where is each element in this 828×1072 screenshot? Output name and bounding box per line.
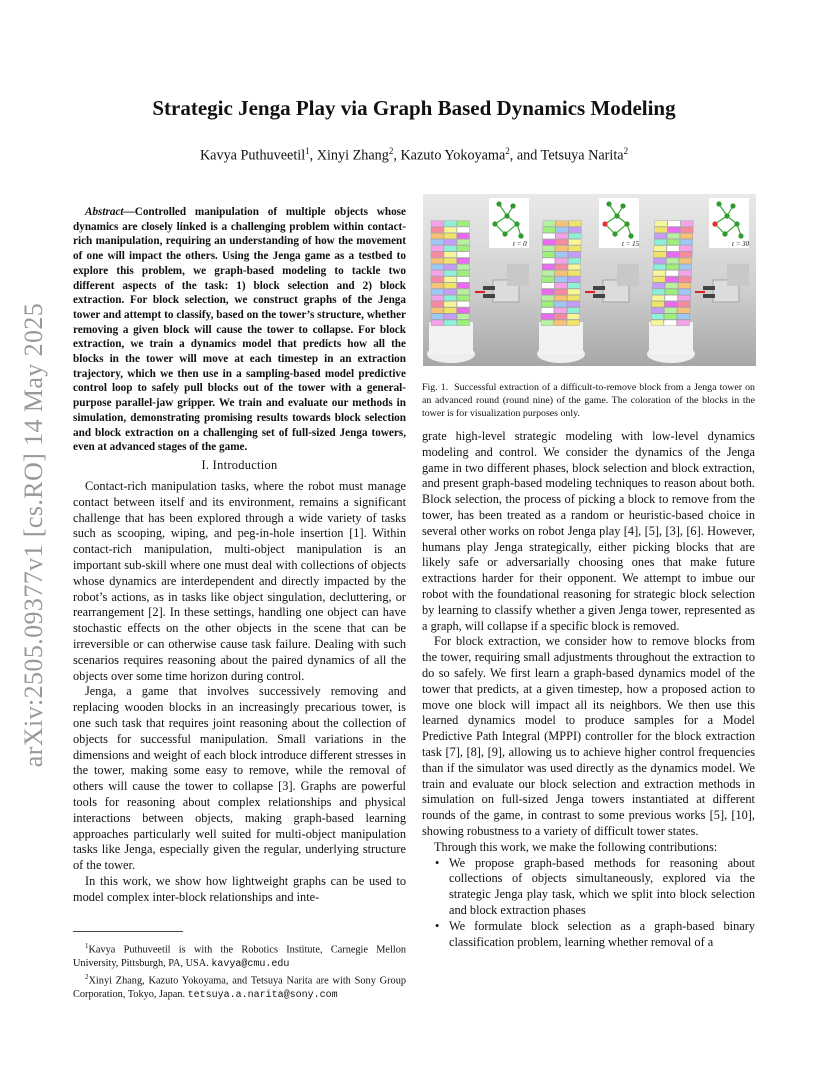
caption-text: Successful extraction of a difficult-to-remove block from a Jenga tower on an advanced round (round nine) of the game. The coloration of the blocks in the tower is for visualization purposes only. xyxy=(422,382,755,419)
footnote-divider xyxy=(73,931,183,932)
paragraph: Jenga, a game that involves successively removing and replacing wooden blocks in an increasingly precarious tower, is one such task that requires joint reasoning about the collection of objects for successful manipulation. Small variations in the dimensions and weight of each block introduce different stresses in the tower, making some easy to remove, while the removal of others will cause the tower to collapse [3]. Graphs are powerful tools for reasoning about complex relationships and physical interactions between objects, making graph-based learning approaches particularly well suited for multi-object manipulation tasks like Jenga, especially given the regular, underlying structure of the tower. xyxy=(73,684,406,873)
author-affiliation: 2 xyxy=(623,146,629,156)
timestep-label: t = 30 xyxy=(732,240,750,248)
list-item: • We propose graph-based methods for reasoning about collections of objects simultaneously, explored via the strategic Jenga play task, which we split into block selection and block extraction phases xyxy=(422,856,755,919)
author-affiliation: 1 xyxy=(305,146,310,156)
author-list: Kavya Puthuveetil$^1$, Xinyi Zhang$^2$, Kazuto Yokoyama$^2$, and Tetsuya Narita$^2$ xyxy=(199,146,629,164)
abstract-label: Abstract xyxy=(85,206,124,218)
list-item: • We formulate block selection as a graph-based binary classification problem, learning whether removal of a xyxy=(422,919,755,951)
footnote-marker: 1 xyxy=(85,942,89,950)
footnote-text: Xinyi Zhang, Kazuto Yokoyama, and Tetsuya Narita are with Sony Group Corporation, Tokyo, Japan. xyxy=(73,975,406,1001)
footnote xyxy=(73,940,406,971)
author-name: Xinyi Zhang xyxy=(316,147,389,164)
timestep-label: t = 0 xyxy=(513,240,527,248)
author-affiliation: 2 xyxy=(388,146,394,156)
author-name: Kazuto Yokoyama xyxy=(400,147,506,164)
abstract: Abstract—Controlled manipulation of multiple objects whose dynamics are closely linked is a challenging problem within contact-rich manipulation, requiring an understanding of how the movement of one will impact the others. Using the Jenga game as a testbed to explore this problem, we graph-based modeling to tackle two different aspects of the task: 1) block selection and 2) block extraction. For block selection, we construct graphs of the Jenga tower and attempt to classify, based on the tower’s structure, whether removing a given block will cause the tower to collapse. For block extraction, we train a dynamics model that predicts how all the blocks in the tower will move at each timestep in an extraction trajectory, which we then use in a sampling-based model predictive control loop to safely pull blocks out of the tower with a general-purpose parallel-jaw gripper. We train and evaluate our methods in simulation, demonstrating promising results towards block selection and block extraction on a challenging set of full-sized Jenga towers, even at advanced stages of the game. xyxy=(73,206,406,454)
footnotes xyxy=(73,940,406,1002)
caption-label: Fig. 1. xyxy=(422,382,449,393)
left-column-body xyxy=(73,479,406,906)
author-name: Tetsuya Narita xyxy=(540,147,624,164)
right-column-body xyxy=(422,429,755,950)
footnote xyxy=(73,971,406,1002)
footnote-email: kavya@cmu.edu xyxy=(211,958,290,970)
paragraph: For block extraction, we consider how to remove blocks from the tower, requiring small adjustments throughout the extraction to do so safely. We first learn a graph-based dynamics model of the tower that predicts, at a given timestep, how a proposed action to move one block will impact all its neighbors. We then use this learned dynamics model to produce samples for a Model Predictive Path Integral (MPPI) controller for the block extraction task [7], [8], [9], allowing us to achieve higher control frequencies than if the simulator was used directly as the dynamics model. We train and evaluate our block selection and extraction methods in simulation on full-sized Jenga towers instantiated at different rounds of the game, in contrast to some previous works [5], [10], showing robustness to a variety of difficult tower states. xyxy=(422,634,755,838)
paragraph: Contact-rich manipulation tasks, where the robot must manage contact between itself and its environment, remains a significant challenge that has been explored through a wide variety of tasks such as scooping, wiping, and peg-in-hole insertion [1]. Within contact-rich manipulation, multi-object manipulation is an important sub-skill where one must deal with collections of objects whose dynamics are interdependent and directly impacted by the robot’s actions, as in tasks like object singulation, decluttering, or rearrangement [2]. In these settings, handling one object can have stochastic effects on the other objects in the scene that can be irreversible or can otherwise cause task failure. Dealing with such scenarios requires reasoning about the paired dynamics of all the objects over some time horizon during control. xyxy=(73,479,406,683)
footnote-text: Kavya Puthuveetil is with the Robotics Institute, Carnegie Mellon University, Pittsburgh, PA, USA. xyxy=(73,944,406,969)
contributions-list xyxy=(422,856,755,951)
paragraph: Through this work, we make the following contributions: xyxy=(434,839,718,854)
paper-title: Strategic Jenga Play via Graph Based Dynamics Modeling xyxy=(152,96,676,120)
timestep-label: t = 15 xyxy=(622,240,640,248)
author-affiliation: 2 xyxy=(505,146,510,156)
paragraph: grate high-level strategic modeling with low-level dynamics modeling and control. We consider the dynamics of the Jenga game in two different phases, block selection and block extraction, and present graph-based modeling techniques to reason about both. Block selection, the process of picking a block to remove from the tower, has been treated as a random or heuristic-based choice in several other works on robot Jenga play [4], [5], [3], [6]. However, humans play Jenga strategically, either picking blocks that are likely safe or adversarially choosing ones that make future extractions harder for their opponent. We attempt to imbue our robot with the foundational reasoning for strategic block selection by learning to classify whether a given Jenga tower, represented as a graph, will collapse if a specific block is removed. xyxy=(422,429,755,633)
footnote-marker: 2 xyxy=(85,973,89,982)
arxiv-sidebar-stamp xyxy=(14,300,54,770)
footnote-email: tetsuya.a.narita@sony.com xyxy=(187,990,338,1002)
paragraph: In this work, we show how lightweight graphs can be used to model complex inter-block relationships and inte- xyxy=(73,873,406,904)
section-heading-introduction: I. Introduction xyxy=(201,458,278,472)
abstract-text: Controlled manipulation of multiple objects whose dynamics are closely linked is a challenging problem within contact-rich manipulation, requiring an understanding of how the movement of one will impact the others. Using the Jenga game as a testbed to explore this problem, we graph-based modeling to tackle two different aspects of the task: 1) block selection and 2) block extraction. For block selection, we construct graphs of the Jenga tower and attempt to classify, based on the tower’s structure, whether removing a given block will cause the tower to collapse. For block extraction, we train a dynamics model that predicts how all the blocks in the tower will move at each timestep in an extraction trajectory, which we then use in a sampling-based model predictive control loop to safely pull blocks out of the tower with a general-purpose parallel-jaw gripper. We train and evaluate our methods in simulation, demonstrating promising results towards block selection and block extraction on a challenging set of full-sized Jenga towers, even at advanced stages of the game. xyxy=(73,206,406,454)
figure-jenga-extraction xyxy=(423,194,756,366)
arxiv-identifier: arXiv:2505.09377v1 [cs.RO] 14 May 2025 xyxy=(19,302,48,768)
figure-caption xyxy=(422,381,755,420)
author-name: Kavya Puthuveetil xyxy=(199,147,306,164)
